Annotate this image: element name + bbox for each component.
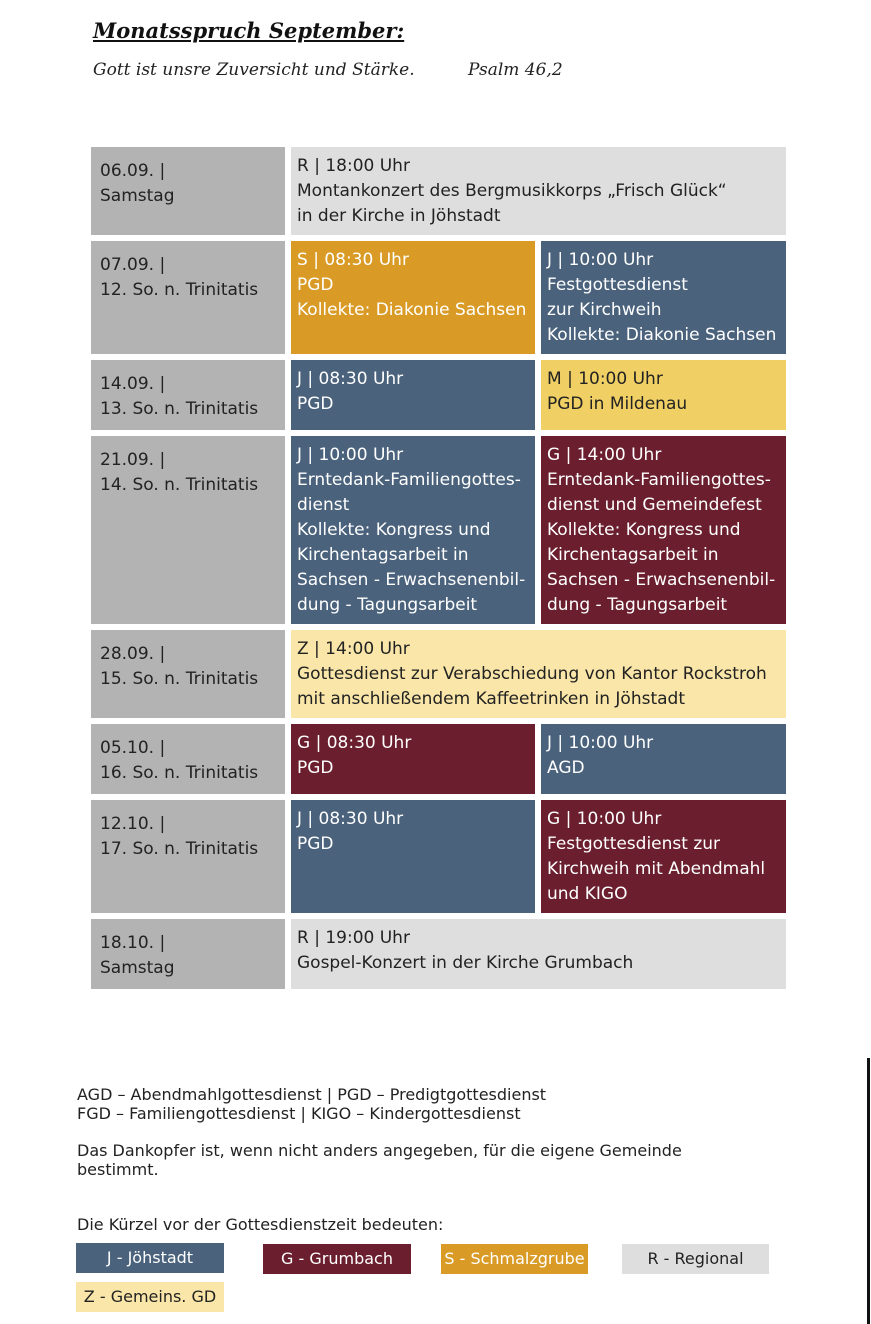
legend-item-regional: R - Regional — [622, 1244, 769, 1274]
event-detail: Gottesdienst zur Verabschiedung von Kantor Rockstroh — [297, 664, 767, 684]
date-line: 28.09. | — [100, 644, 166, 664]
event-detail: PGD — [297, 394, 334, 414]
schedule-row — [91, 724, 786, 794]
schedule-row — [91, 436, 786, 624]
service-schedule-table — [91, 147, 786, 995]
event-time: J | 08:30 Uhr — [297, 369, 404, 389]
service-event-g — [541, 800, 786, 913]
event-time: Z | 14:00 Uhr — [297, 639, 410, 659]
event-time: G | 08:30 Uhr — [297, 733, 412, 753]
event-detail: PGD in Mildenau — [547, 394, 688, 414]
date-cell — [91, 630, 285, 718]
service-event-s — [291, 241, 535, 354]
date-line: 07.09. | — [100, 255, 166, 275]
date-line: 14. So. n. Trinitatis — [100, 475, 259, 495]
event-detail: Festgottesdienst — [547, 275, 688, 295]
event-detail: PGD — [297, 758, 334, 778]
legend-item-gemeinsam: Z - Gemeins. GD — [76, 1282, 224, 1312]
event-time: G | 10:00 Uhr — [547, 809, 662, 829]
service-event-j — [291, 800, 535, 913]
event-time: J | 10:00 Uhr — [547, 733, 654, 753]
event-detail: Kirchweih mit Abendmahl — [547, 859, 766, 879]
event-detail: Kollekte: Kongress und — [297, 520, 491, 540]
event-time: S | 08:30 Uhr — [297, 250, 409, 270]
event-detail: mit anschließendem Kaffeetrinken in Jöhstadt — [297, 689, 685, 709]
offering-note: Das Dankopfer ist, wenn nicht anders angegeben, für die eigene Gemeinde bestimmt. — [77, 1141, 682, 1179]
schedule-row — [91, 919, 786, 989]
service-event-r — [291, 919, 786, 989]
event-detail: PGD — [297, 275, 334, 295]
event-detail: Festgottesdienst zur — [547, 834, 721, 854]
date-line: 14.09. | — [100, 374, 166, 394]
date-line: 12.10. | — [100, 814, 166, 834]
service-event-r — [291, 147, 786, 235]
date-cell — [91, 436, 285, 624]
event-detail: dung - Tagungsarbeit — [297, 595, 478, 615]
event-detail: Erntedank-Familiengottes- — [547, 470, 771, 490]
date-line: 16. So. n. Trinitatis — [100, 763, 259, 783]
service-event-z — [291, 630, 786, 718]
service-event-g — [291, 724, 535, 794]
event-detail: Kirchentagsarbeit in — [547, 545, 719, 565]
service-event-j — [291, 360, 535, 430]
schedule-row — [91, 241, 786, 354]
legend-item-grumbach: G - Grumbach — [263, 1244, 411, 1274]
event-detail: Kollekte: Diakonie Sachsen — [547, 325, 777, 345]
date-cell — [91, 360, 285, 430]
date-cell — [91, 800, 285, 913]
date-cell — [91, 724, 285, 794]
event-time: M | 10:00 Uhr — [547, 369, 663, 389]
event-time: J | 10:00 Uhr — [547, 250, 654, 270]
date-line: 18.10. | — [100, 933, 166, 953]
monthly-verse-title: Monatsspruch September: — [93, 18, 405, 43]
event-detail: Erntedank-Familiengottes- — [297, 470, 521, 490]
schedule-row — [91, 147, 786, 235]
date-cell — [91, 919, 285, 989]
event-time: R | 19:00 Uhr — [297, 928, 410, 948]
date-line: 05.10. | — [100, 738, 166, 758]
event-detail: Sachsen - Erwachsenenbil- — [547, 570, 776, 590]
legend-item-schmalzgrube: S - Schmalzgrube — [441, 1244, 588, 1274]
event-detail: AGD — [547, 758, 585, 778]
service-event-j — [541, 724, 786, 794]
monthly-verse-text: Gott ist unsre Zuversicht und Stärke. — [93, 60, 415, 80]
service-event-g — [541, 436, 786, 624]
date-line: 12. So. n. Trinitatis — [100, 280, 259, 300]
event-time: J | 10:00 Uhr — [297, 445, 404, 465]
date-line: 06.09. | — [100, 161, 166, 181]
event-detail: in der Kirche in Jöhstadt — [297, 206, 501, 226]
date-line: 15. So. n. Trinitatis — [100, 669, 259, 689]
event-detail: dung - Tagungsarbeit — [547, 595, 728, 615]
legend-title: Die Kürzel vor der Gottesdienstzeit bedeuten: — [77, 1215, 444, 1234]
verse-reference: Psalm 46,2 — [468, 60, 563, 80]
service-event-j — [541, 241, 786, 354]
event-detail: dienst und Gemeindefest — [547, 495, 762, 515]
service-event-m — [541, 360, 786, 430]
date-cell — [91, 147, 285, 235]
schedule-row — [91, 360, 786, 430]
date-line: 13. So. n. Trinitatis — [100, 399, 259, 419]
event-detail: PGD — [297, 834, 334, 854]
event-detail: Kirchentagsarbeit in — [297, 545, 469, 565]
page-edge-rule — [867, 1058, 870, 1324]
schedule-row — [91, 800, 786, 913]
event-detail: Gospel-Konzert in der Kirche Grumbach — [297, 953, 634, 973]
date-line: Samstag — [100, 958, 175, 978]
event-detail: Montankonzert des Bergmusikkorps „Frisch Glück“ — [297, 181, 727, 201]
event-time: J | 08:30 Uhr — [297, 809, 404, 829]
date-cell — [91, 241, 285, 354]
event-detail: Kollekte: Diakonie Sachsen — [297, 300, 527, 320]
legend-item-joehstadt: J - Jöhstadt — [76, 1243, 224, 1273]
abbreviation-line: AGD – Abendmahlgottesdienst | PGD – Predigtgottesdienst — [77, 1085, 547, 1104]
event-detail: und KIGO — [547, 884, 628, 904]
event-detail: Kollekte: Kongress und — [547, 520, 741, 540]
service-event-j — [291, 436, 535, 624]
schedule-row — [91, 630, 786, 718]
event-detail: zur Kirchweih — [547, 300, 662, 320]
event-time: G | 14:00 Uhr — [547, 445, 662, 465]
abbreviations-block — [77, 1085, 546, 1123]
event-time: R | 18:00 Uhr — [297, 156, 410, 176]
event-detail: Sachsen - Erwachsenenbil- — [297, 570, 526, 590]
abbreviation-line: FGD – Familiengottesdienst | KIGO – Kindergottesdienst — [77, 1104, 521, 1123]
date-line: 21.09. | — [100, 450, 166, 470]
event-detail: dienst — [297, 495, 350, 515]
date-line: Samstag — [100, 186, 175, 206]
date-line: 17. So. n. Trinitatis — [100, 839, 259, 859]
